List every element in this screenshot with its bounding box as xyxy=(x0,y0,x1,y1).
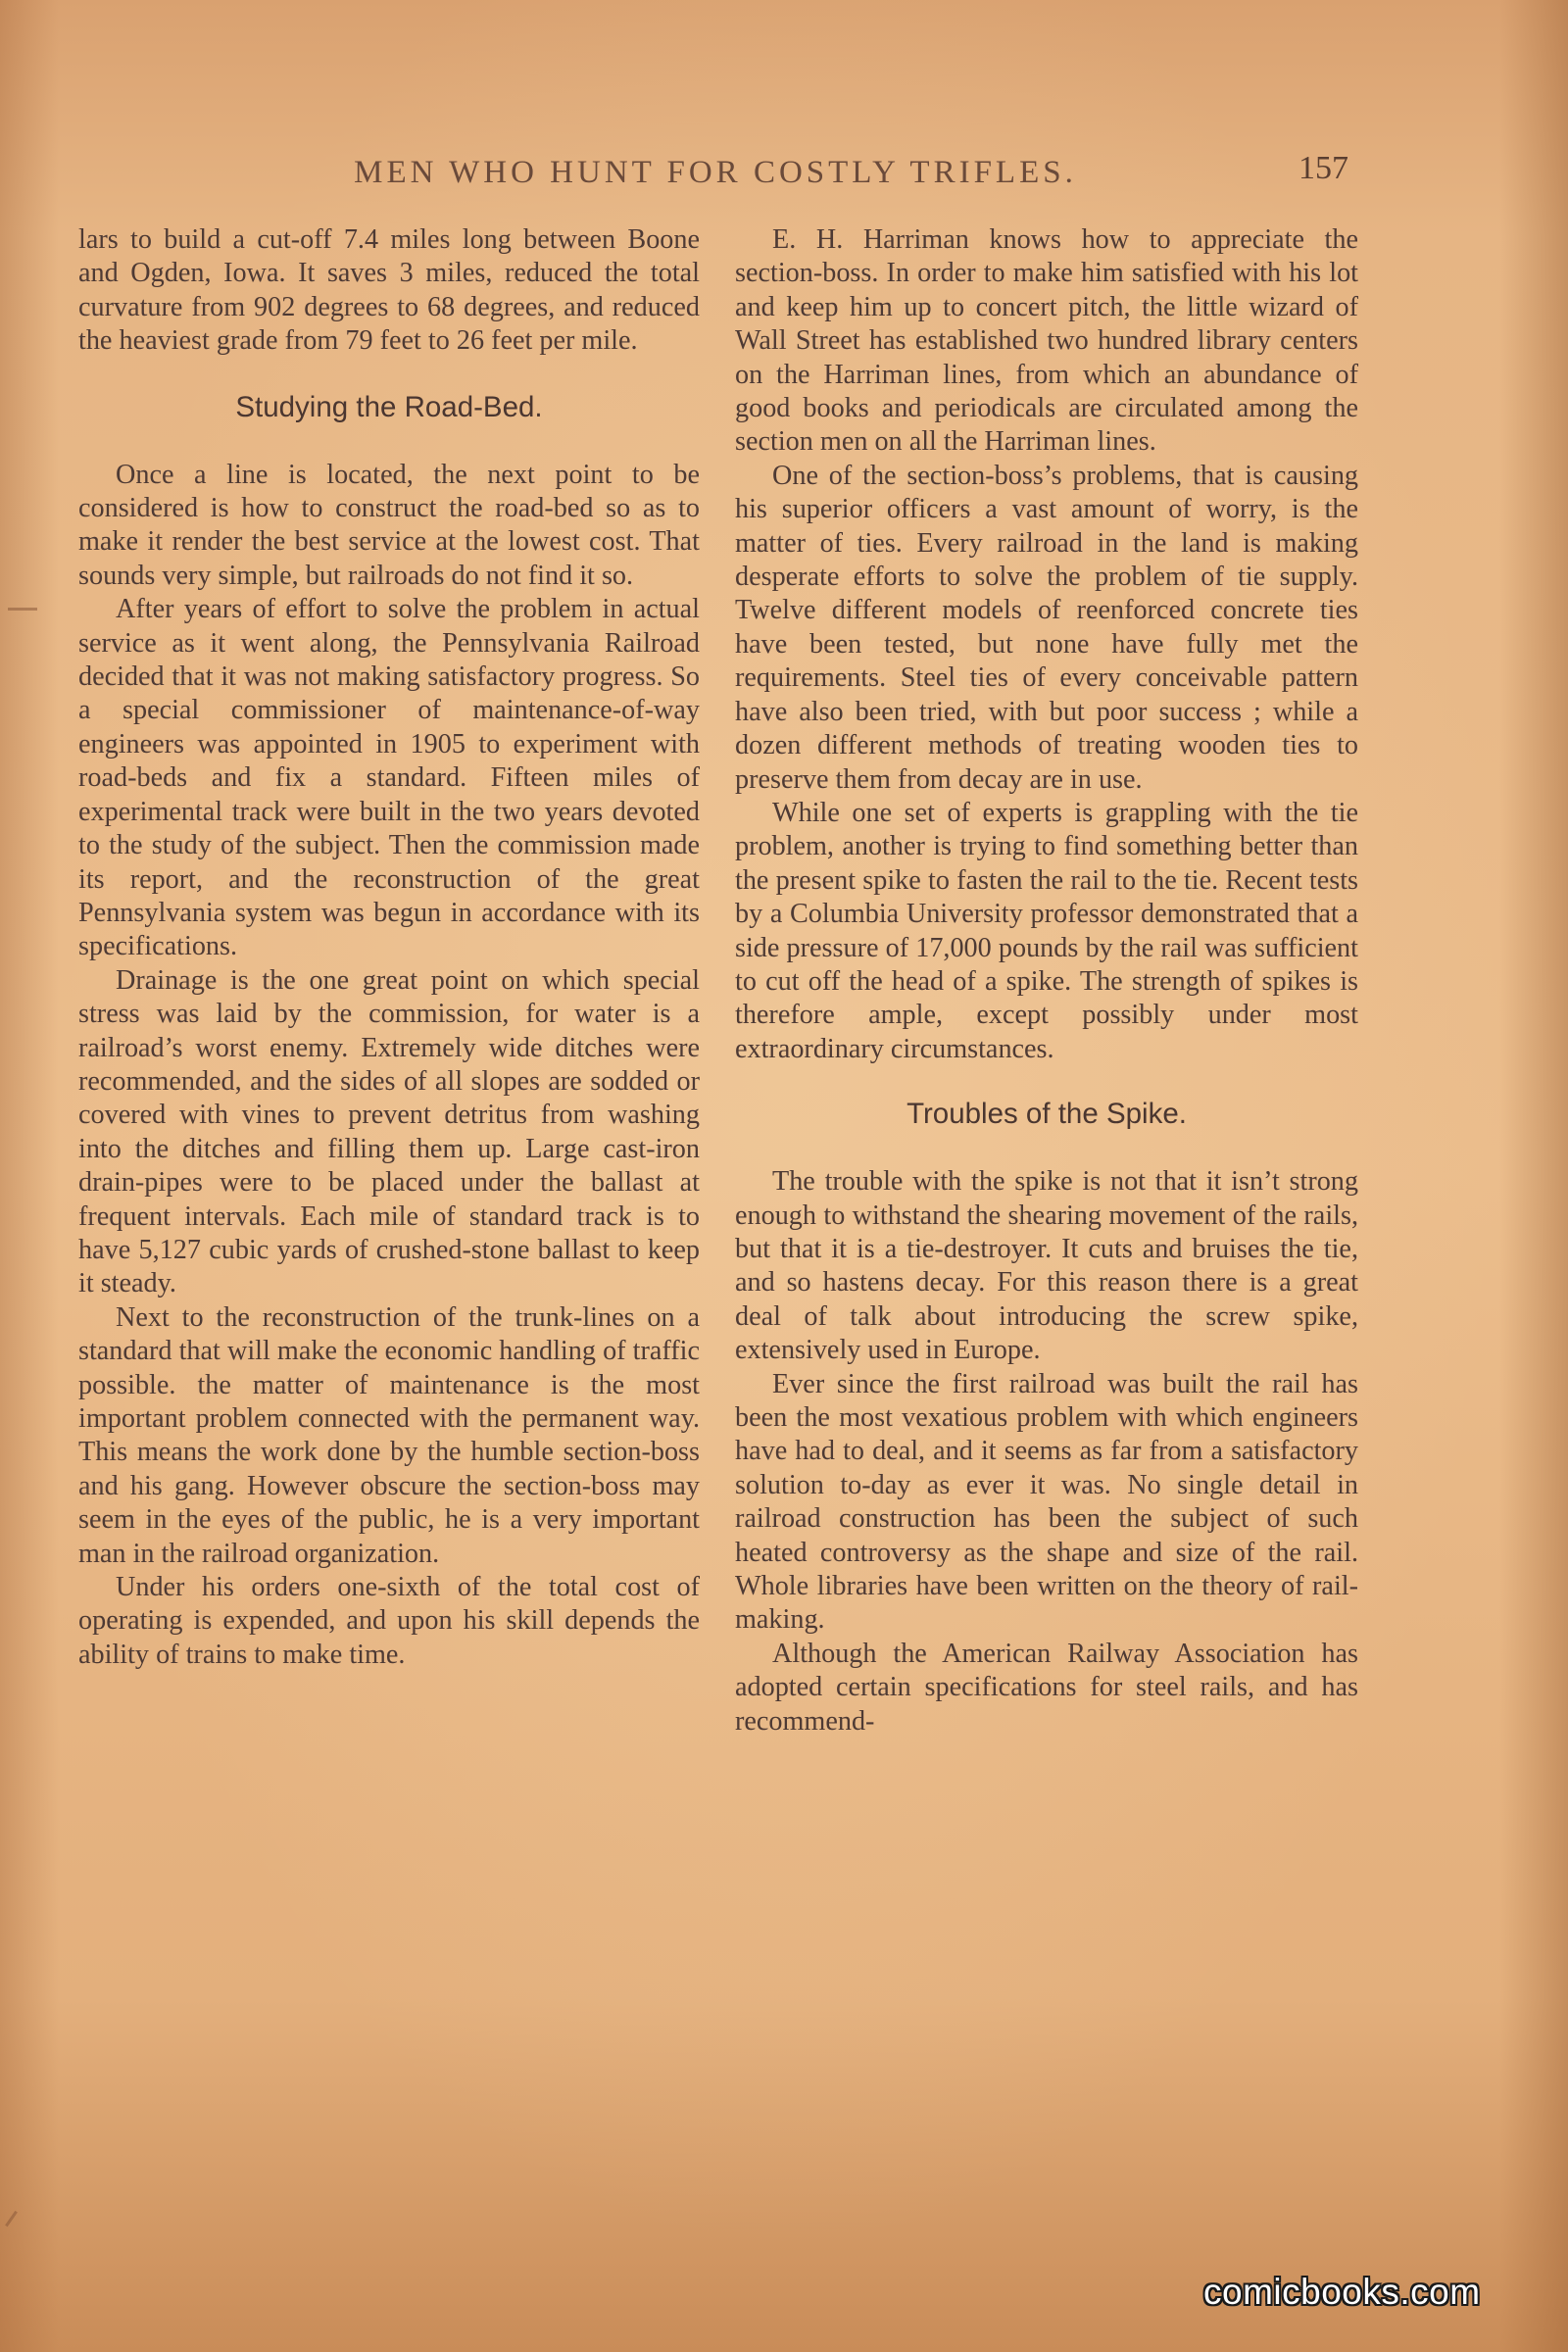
section-heading: Studying the Road-Bed. xyxy=(235,390,543,423)
paragraph: Next to the reconstruction of the trunk-lines on a standard that will make the economic handling of traffic possible. the matter of maintenance is the most important problem connected with the permanent way. This means the work done by the humble section-boss and his gang. However obscure the section-boss may seem in the eyes of the public, he is a very important man in the railroad organization. xyxy=(78,1301,700,1569)
section-heading: Troubles of the Spike. xyxy=(906,1098,1187,1131)
paragraph: While one set of experts is grappling with the tie problem, another is trying to find something better than the present spike to fasten the rail to the tie. Recent tests by a Columbia University professor demonstrated that a side pressure of 17,000 pounds by the rail was sufficient to cut off the head of a spike. The strength of spikes is therefore ample, except possibly under most extraordinary circumstances. xyxy=(735,797,1358,1064)
paragraph: The trouble with the spike is not that it isn’t strong enough to withstand the shearing movement of the rails, but that it is a tie-destroyer. It cuts and bruises the tie, and so hastens decay. For this reason there is a great deal of talk about introducing the screw spike, extensively used in Europe. xyxy=(735,1166,1358,1366)
page-number: 157 xyxy=(1298,150,1348,186)
paragraph: After years of effort to solve the problem in actual service as it went along, the Pennsylvania Railroad decided that it was not making satisfactory progress. So a special commissioner of maintenance-of-way engineers was appointed in 1905 to experiment with road-beds and fix a standard. Fifteen miles of experimental track were built in the two years devoted to the study of the subject. Then the commission made its report, and the reconstruction of the great Pennsylvania system was begun in accordance with its specifications. xyxy=(78,594,700,962)
running-title: MEN WHO HUNT FOR COSTLY TRIFLES. xyxy=(354,155,1077,190)
paragraph: E. H. Harriman knows how to appreciate the section-boss. In order to make him satisfied with his lot and keep him up to concert pitch, the little wizard of Wall Street has established two hundred library centers on the Harriman lines, from which an abundance of good books and periodicals are circulated among the section men on all the Harriman lines. xyxy=(735,224,1358,458)
left-column xyxy=(78,223,700,1672)
paragraph: lars to build a cut-off 7.4 miles long between Boone and Ogden, Iowa. It saves 3 miles, reduced the total curvature from 902 degrees to 68 degrees, and reduced the heaviest grade from 79 feet to 26 feet per mile. xyxy=(78,224,700,357)
paragraph: Under his orders one-sixth of the total cost of operating is expended, and upon his skill depends the ability of trains to make time. xyxy=(78,1572,700,1670)
paragraph: One of the section-boss’s problems, that is causing his superior officers a vast amount of worry, is the matter of ties. Every railroad in the land is making desperate efforts to solve the problem of tie supply. Twelve different models of reenforced concrete ties have been tested, but none have fully met the requirements. Steel ties of every conceivable pattern have also been tried, with but poor success ; while a dozen different methods of treating wooden ties to preserve them from decay are in use. xyxy=(735,460,1358,795)
paragraph: Drainage is the one great point on which special stress was laid by the commission, for water is a railroad’s worst enemy. Extremely wide ditches were recommended, and the sides of all slopes are sodded or covered with vines to prevent detritus from washing into the ditches and filling them up. Large cast-iron drain-pipes were to be placed under the ballast at frequent intervals. Each mile of standard track is to have 5,127 cubic yards of crushed-stone ballast to keep it steady. xyxy=(78,964,700,1299)
right-column xyxy=(735,223,1358,1739)
page-edge-shadow-left xyxy=(0,0,59,2352)
paragraph: Ever since the first railroad was built the rail has been the most vexatious problem with which engineers have had to deal, and it seems as far from a satisfactory solution to-day as ever it was. No single detail in railroad construction has been the subject of such heated controversy as the shape and size of the rail. Whole libraries have been written on the theory of rail-making. xyxy=(735,1368,1358,1636)
paragraph: Although the American Railway Association has adopted certain specifications for steel rails, and has recommend- xyxy=(735,1638,1358,1737)
paragraph: Once a line is located, the next point to be considered is how to construct the road-bed so as to make it render the best service at the lowest cost. That sounds very simple, but railroads do not find it so. xyxy=(78,459,700,591)
watermark-logo: comicbooks.com xyxy=(1203,2272,1481,2312)
page-edge-shadow-right xyxy=(1499,0,1568,2352)
margin-mark xyxy=(8,608,37,611)
